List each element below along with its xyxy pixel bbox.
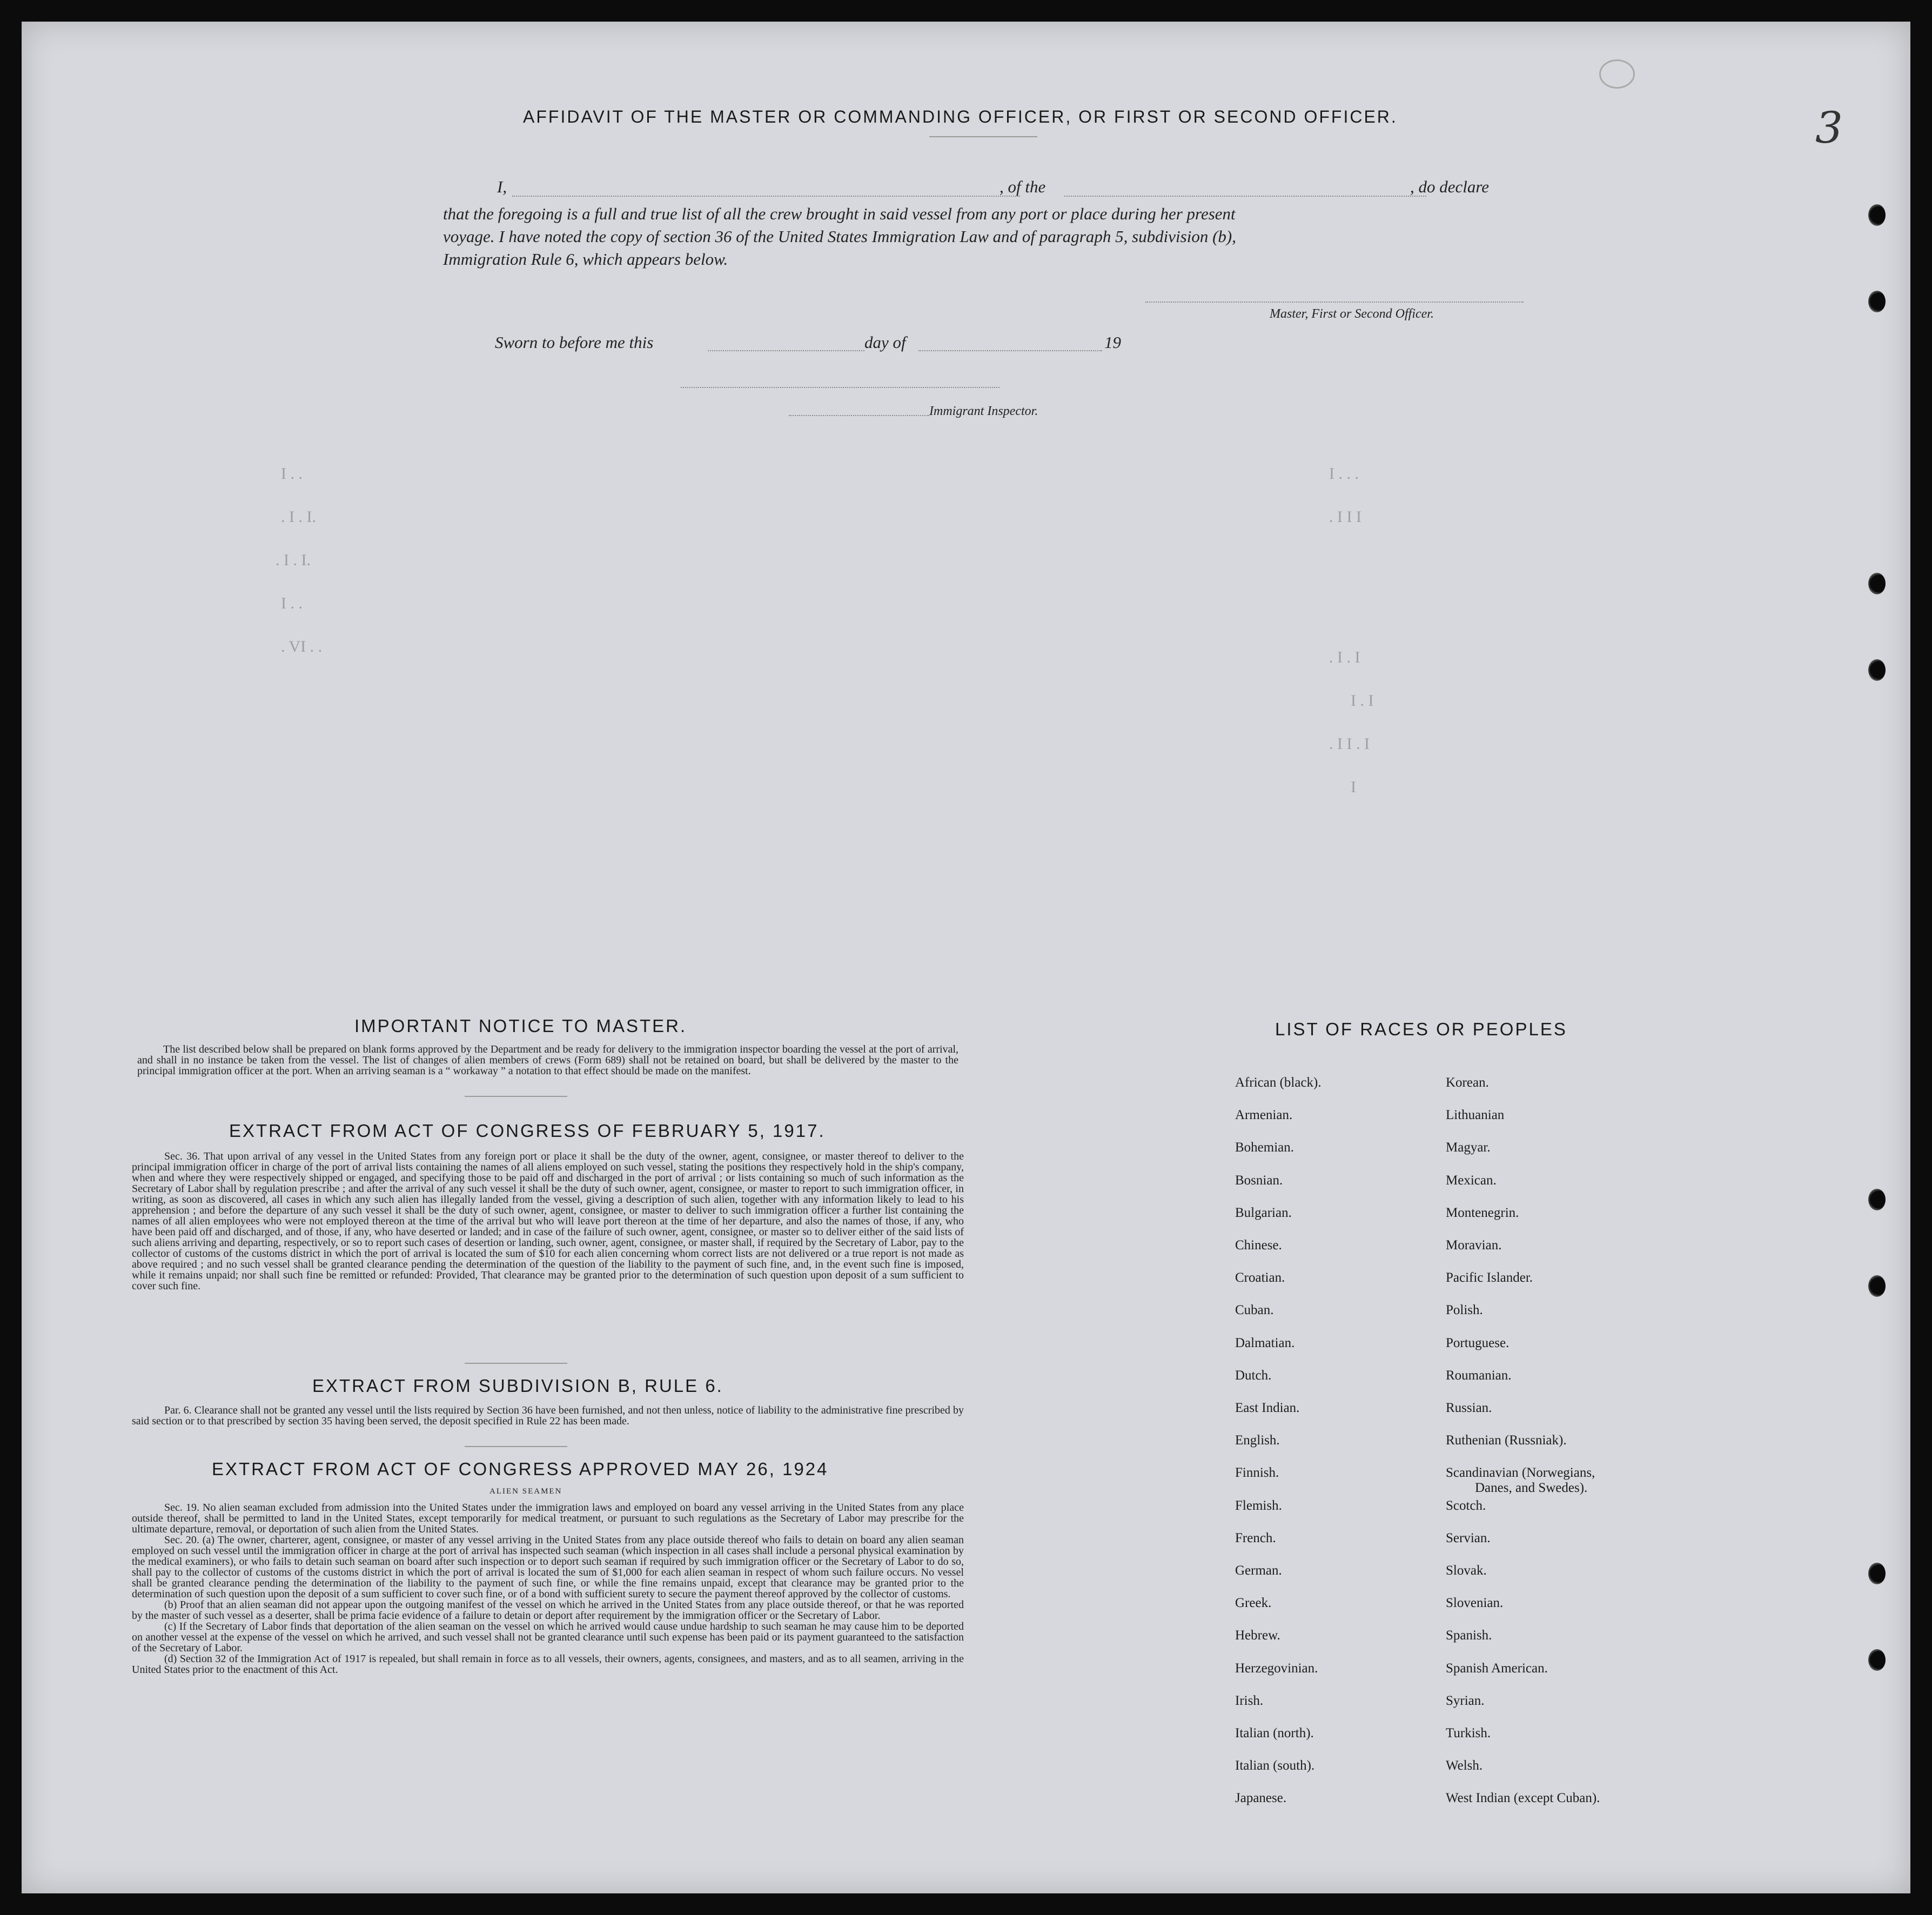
race-item: Chinese. [1235, 1238, 1282, 1253]
extract-1917-title: EXTRACT FROM ACT OF CONGRESS OF FEBRUARY 5, 1917. [229, 1121, 826, 1141]
punch-hole [1868, 204, 1886, 226]
bleed-through-mark: . I . I. [281, 508, 316, 526]
race-item: Spanish. [1446, 1628, 1492, 1643]
race-item: Turkish. [1446, 1726, 1491, 1740]
race-item: Scandinavian (Norwegians, [1446, 1465, 1595, 1481]
section-rule [465, 1363, 567, 1364]
race-item: Hebrew. [1235, 1628, 1280, 1643]
bleed-through-mark: . I I . I [1329, 735, 1370, 753]
section-rule [465, 1096, 567, 1097]
race-item: Portuguese. [1446, 1335, 1510, 1350]
bleed-through-mark: . I I I [1329, 508, 1361, 526]
inspector-upper-line [681, 387, 999, 388]
race-item: Croatian. [1235, 1270, 1285, 1285]
race-item: Ruthenian (Russniak). [1446, 1433, 1567, 1448]
affidavit-paragraph-line: that the foregoing is a full and true list of all the crew brought in said vessel from any port or place during her present [443, 204, 1236, 223]
inspector-label: Immigrant Inspector. [929, 404, 1038, 418]
inspector-signature-line [789, 415, 929, 416]
corner-circle-mark [1599, 59, 1635, 89]
bleed-through-mark: . I . I. [276, 551, 311, 569]
race-item: Russian. [1446, 1401, 1492, 1415]
race-item: Herzegovinian. [1235, 1660, 1318, 1676]
sec-19-paragraph: Sec. 19. No alien seaman excluded from admission into the United States under the immigration laws and employed on board any vessel arriving in the United States from any place outside thereof, shall be permitted to land in the United States, except temporarily for medical treatment, or pursuant to such regulations as the Secretary of Labor may prescribe for the ultimate departure, removal, or deportation of such alien from the United States. [132, 1502, 964, 1535]
race-item: Bulgarian. [1235, 1205, 1292, 1220]
race-item: West Indian (except Cuban). [1446, 1791, 1600, 1806]
punch-hole [1868, 1563, 1886, 1584]
race-item: Finnish. [1235, 1465, 1279, 1481]
race-item: Slovenian. [1446, 1596, 1504, 1611]
race-item: Greek. [1235, 1596, 1272, 1611]
race-item: Moravian. [1446, 1238, 1502, 1253]
race-item: Bohemian. [1235, 1140, 1294, 1155]
race-item: English. [1235, 1433, 1280, 1448]
affidavit-title: AFFIDAVIT OF THE MASTER OR COMMANDING OFFICER, OR FIRST OR SECOND OFFICER. [523, 107, 1398, 126]
notice-title: IMPORTANT NOTICE TO MASTER. [354, 1016, 687, 1036]
race-item: Flemish. [1235, 1498, 1282, 1513]
race-item: Irish. [1235, 1693, 1264, 1708]
race-item: Syrian. [1446, 1693, 1485, 1708]
master-signature-label: Master, First or Second Officer. [1270, 307, 1434, 321]
race-item: Roumanian. [1446, 1368, 1512, 1383]
punch-hole [1868, 1649, 1886, 1671]
race-item: Armenian. [1235, 1108, 1293, 1123]
extract-1917-text: Sec. 36. That upon arrival of any vessel in the United States from any foreign port or place it shall be the duty of the owner, agent, consignee, or master thereof to deliver to the principal immigration officer in charge of the port of arrival lists containing the names of all aliens employed on such vessel, stating the positions they respectively hold in the ship's company, when and where they were respectively shipped or engaged, and specifying those to be paid off and discharged in the port of arrival ; or lists containing so much of such information as the Secretary of Labor shall by regulation prescribe ; and after the arrival of any such vessel it shall be the duty of such owner, agent, consignee, or master to report to such immigration officer, in writing, as soon as discovered, all cases in which any such alien has illegally landed from the vessel, giving a description of such alien, together with any information likely to lead to his apprehension ; and before the departure of any such vessel it shall be the duty of such owner, agent, consignee, or master to deliver to such immigration officer a further list containing the names of all alien employees who were not employed thereon at the time of the arrival but who will leave port thereon at the time of her departure, and also the names of those, if any, who have been paid off and discharged, and of those, if any, who have deserted or landed; and in case of the failure of such owner, agent, consignee, or master so to deliver either of the said lists of such aliens arriving and departing, respectively, or so to report such cases of desertion or landing, such owner, agent, consignee, or master shall, if required by the Secretary of Labor, pay to the collector of customs of the customs district in which the port of arrival is located the sum of $10 for each alien concerning whom correct lists are not delivered or a true report is not made as above required ; and no such vessel shall be granted clearance pending the determination of the question of the liability to the payment of such fine, and, in the event such fine is imposed, while it remains unpaid; nor shall such fine be remitted or refunded: Provided, That clearance may be granted prior to the determination of such question upon deposit of a sum sufficient to cover such fine. [132, 1150, 964, 1292]
vessel-blank [1064, 196, 1426, 197]
race-item: Dutch. [1235, 1368, 1272, 1383]
day-of-label: day of [864, 333, 906, 352]
bleed-through-mark: . VI . . [281, 638, 323, 655]
race-item: African (black). [1235, 1075, 1321, 1090]
extract-rule6-text: Par. 6. Clearance shall not be granted any vessel until the lists required by Section 36 have been furnished, and not then unless, notice of liability to the administrative fine prescribed by said section or to that prescribed by section 35 having been served, the deposit specified in Rule 22 has been made. [132, 1404, 964, 1427]
bleed-through-mark: I . I [1351, 692, 1374, 709]
extract-rule6-title: EXTRACT FROM SUBDIVISION B, RULE 6. [312, 1376, 723, 1396]
race-item: East Indian. [1235, 1401, 1300, 1415]
punch-hole [1868, 573, 1886, 594]
document-page [22, 22, 1910, 1893]
notice-text: The list described below shall be prepared on blank forms approved by the Department and be ready for delivery to the immigration inspector boarding the vessel at the port of arrival, and shall in no instance be taken from the vessel. The list of changes of alien members of crews (Form 689) shall not be retained on board, but shall be delivered by the master to the principal immigration officer at the port. When an arriving seaman is a “ workaway ” a notation to that effect should be made on the manifest. [137, 1043, 958, 1077]
sec-20a-paragraph: Sec. 20. (a) The owner, charterer, agent, consignee, or master of any vessel arriving in the United States from any place outside thereof who fails to detain on board any alien seaman employed on such vessel until the immigration officer in charge at the port of arrival has inspected such seaman (which inspection in all cases shall include a personal physical examination by the medical examiners), or who fails to detain such seaman on board after such inspection or to deport such seaman if required by such immigration officer or the Secretary of Labor to do so, shall pay to the collector of customs of the customs district in which the port of arrival is located the sum of $1,000 for each alien seaman in respect of whom such failure occurs. No vessel shall be granted clearance pending the determination of the liability to the payment of such fine, or while the fine remains unpaid, except that clearance may be granted prior to the determination of such question upon the deposit of a sum sufficient to cover such fine, or of a bond with sufficient surety to secure the payment thereof approved by the collector of customs. [132, 1534, 964, 1600]
race-item: Lithuanian [1446, 1108, 1505, 1123]
bleed-through-mark: I . . [281, 465, 303, 483]
race-item: Magyar. [1446, 1140, 1491, 1155]
race-item: Servian. [1446, 1530, 1491, 1545]
i-label: I, [497, 177, 507, 196]
race-item: Japanese. [1235, 1791, 1287, 1806]
section-rule [465, 1446, 567, 1447]
race-item: Bosnian. [1235, 1173, 1283, 1188]
race-item: Dalmatian. [1235, 1335, 1295, 1350]
punch-hole [1868, 659, 1886, 681]
sec-20c-paragraph: (c) If the Secretary of Labor finds that deportation of the alien seaman on the vessel on which he arrived would cause undue hardship to such seaman he may cause him to be deported on another vessel at the expense of the vessel on which he arrived, and such vessel shall not be granted clearance until such expense has been paid or its payment guaranteed to the satisfaction of the Secretary of Labor. [132, 1621, 964, 1654]
sworn-label: Sworn to before me this [495, 333, 654, 352]
race-item: Pacific Islander. [1446, 1270, 1533, 1285]
do-declare-label: , do declare [1410, 177, 1490, 196]
race-item: German. [1235, 1563, 1282, 1578]
race-item: Polish. [1446, 1303, 1483, 1318]
master-signature-line [1145, 302, 1524, 303]
race-item: Montenegrin. [1446, 1205, 1519, 1220]
race-item: Slovak. [1446, 1563, 1487, 1578]
race-item: Italian (north). [1235, 1726, 1314, 1740]
affidavit-paragraph-line: voyage. I have noted the copy of section 36 of the United States Immigration Law and of paragraph 5, subdivision (b), [443, 227, 1236, 246]
corner-page-number: 3 [1815, 103, 1843, 153]
sec-20b-paragraph: (b) Proof that an alien seaman did not appear upon the outgoing manifest of the vessel on which he arrived in the United States from any place outside thereof, or that he was reported by the master of such vessel as a deserter, shall be prima facie evidence of a failure to detain or deport after requirement by the immigration officer or the Secretary of Labor. [132, 1599, 964, 1622]
race-item-continuation: Danes, and Swedes). [1475, 1481, 1588, 1495]
sec-20d-paragraph: (d) Section 32 of the Immigration Act of 1917 is repealed, but shall remain in force as to all vessels, their owners, agents, consignees, and masters, and as to all seamen, arriving in the United States prior to the enactment of this Act. [132, 1653, 964, 1676]
punch-hole [1868, 1275, 1886, 1297]
bleed-through-mark: I . . [281, 594, 303, 612]
race-item: Korean. [1446, 1075, 1489, 1090]
punch-hole [1868, 1189, 1886, 1210]
sworn-month-blank [918, 350, 1102, 351]
race-item: Welsh. [1446, 1758, 1483, 1773]
races-title: LIST OF RACES OR PEOPLES [1275, 1019, 1567, 1039]
race-item: French. [1235, 1530, 1276, 1545]
race-item: Spanish American. [1446, 1660, 1548, 1676]
race-item: Cuban. [1235, 1303, 1274, 1318]
year-label: 19 [1104, 333, 1121, 352]
name-blank [512, 196, 1020, 197]
bleed-through-mark: . I . I [1329, 648, 1360, 666]
race-item: Italian (south). [1235, 1758, 1315, 1773]
affidavit-paragraph-line: Immigration Rule 6, which appears below. [443, 250, 728, 269]
extract-1924-title: EXTRACT FROM ACT OF CONGRESS APPROVED MAY 26, 1924 [212, 1459, 829, 1479]
sworn-day-blank [708, 350, 864, 351]
punch-hole [1868, 291, 1886, 312]
of-the-label: , of the [999, 177, 1046, 196]
extract-1924-text [132, 1502, 964, 1675]
bleed-through-mark: I . . . [1329, 465, 1359, 483]
race-item: Mexican. [1446, 1173, 1497, 1188]
race-item: Scotch. [1446, 1498, 1486, 1513]
extract-1924-subtitle: ALIEN SEAMEN [489, 1487, 562, 1496]
title-rule [929, 136, 1037, 137]
bleed-through-mark: I [1351, 778, 1356, 796]
